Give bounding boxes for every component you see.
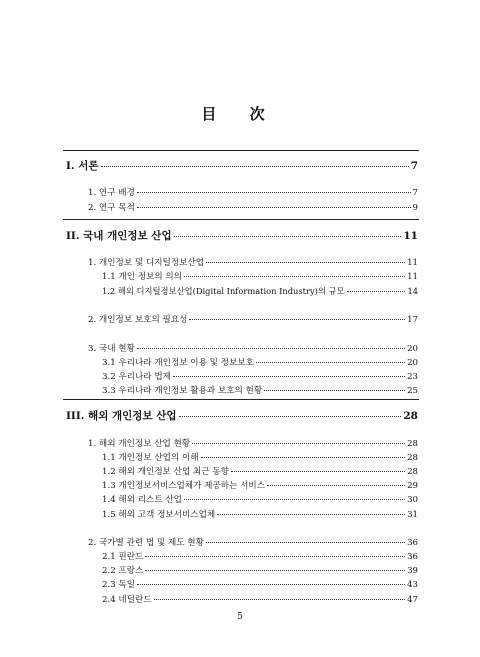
toc-entry-page: 17 bbox=[407, 315, 418, 325]
toc-entry-label: 1.1 개인 정보의 의의 bbox=[102, 272, 182, 282]
toc-entry-page: 20 bbox=[407, 358, 418, 368]
dot-leader bbox=[145, 570, 405, 571]
dot-leader bbox=[184, 499, 405, 500]
toc-entry-label: 2. 국가별 관련 법 및 제도 현황 bbox=[88, 538, 204, 548]
toc-entry-page: 28 bbox=[407, 453, 418, 463]
toc-entry-label: 1.5 해외 고객 정보서비스업체 bbox=[102, 510, 216, 520]
toc-entry-page: 39 bbox=[407, 566, 418, 576]
toc-entry[interactable] bbox=[102, 493, 418, 505]
toc-entry-page: 7 bbox=[412, 188, 418, 198]
toc-entry[interactable] bbox=[88, 186, 418, 198]
toc-entry-label: 1.2 해외 개인정보 산업 최근 동향 bbox=[102, 467, 229, 477]
toc-entry-label: 3.3 우리나라 개인정보 활용과 보호의 현황 bbox=[102, 386, 263, 396]
toc-entry-label: 2.1 핀란드 bbox=[102, 552, 144, 562]
divider bbox=[63, 150, 419, 151]
toc-entry-label: 2.3 독일 bbox=[102, 580, 136, 590]
dot-leader bbox=[267, 485, 405, 486]
dot-leader bbox=[179, 416, 402, 417]
toc-entry-label: 3.1 우리나라 개인정보 이용 및 정보보호 bbox=[102, 358, 254, 368]
toc-entry[interactable] bbox=[102, 508, 418, 520]
dot-leader bbox=[137, 192, 411, 193]
toc-entry[interactable] bbox=[102, 593, 418, 605]
dot-leader bbox=[137, 584, 405, 585]
dot-leader bbox=[347, 291, 406, 292]
dot-leader bbox=[173, 376, 405, 377]
toc-entry-page: 30 bbox=[407, 495, 418, 505]
toc-entry-label: 2. 연구 목적 bbox=[88, 203, 135, 213]
toc-entry[interactable] bbox=[102, 270, 418, 282]
toc-entry[interactable] bbox=[88, 342, 418, 354]
dot-leader bbox=[137, 207, 411, 208]
toc-entry[interactable] bbox=[88, 256, 418, 268]
toc-entry-page: 28 bbox=[407, 439, 418, 449]
toc-entry-label: 1.4 해외 리스트 산업 bbox=[102, 495, 182, 505]
toc-entry-page: 11 bbox=[407, 258, 418, 268]
toc-entry[interactable] bbox=[88, 313, 418, 325]
toc-entry-label: 1. 해외 개인정보 산업 현황 bbox=[88, 439, 191, 449]
toc-entry[interactable] bbox=[102, 465, 418, 477]
dot-leader bbox=[231, 471, 405, 472]
dot-leader bbox=[192, 443, 405, 444]
toc-entry-page: 28 bbox=[407, 467, 418, 477]
toc-entry-label: II. 국내 개인정보 산업 bbox=[66, 230, 172, 242]
toc-entry-page: 36 bbox=[407, 552, 418, 562]
dot-leader bbox=[206, 542, 405, 543]
toc-entry-page: 14 bbox=[407, 286, 418, 296]
toc-entry-label: 3.2 우리나라 법제 bbox=[102, 372, 171, 382]
toc-entry-label: 1.1 개인정보 산업의 이해 bbox=[102, 453, 199, 463]
toc-entry-label: III. 해외 개인정보 산업 bbox=[66, 410, 177, 422]
divider bbox=[63, 219, 419, 220]
page-title: 目 次 bbox=[201, 105, 279, 123]
toc-entry-page: 23 bbox=[407, 372, 418, 382]
toc-entry-label: 2.2 프랑스 bbox=[102, 566, 144, 576]
toc-entry-page: 31 bbox=[407, 510, 418, 520]
toc-entry-label: 1.3 개인정보서비스업체가 제공하는 서비스 bbox=[102, 481, 265, 491]
dot-leader bbox=[217, 514, 405, 515]
toc-entry-label: 2. 개인정보 보호의 필요성 bbox=[88, 315, 188, 325]
toc-entry-page: 7 bbox=[410, 160, 418, 172]
divider bbox=[63, 399, 419, 400]
dot-leader bbox=[189, 319, 405, 320]
toc-entry-page: 11 bbox=[403, 230, 418, 242]
toc-entry-page: 25 bbox=[407, 386, 418, 396]
toc-entry-page: 9 bbox=[412, 203, 418, 213]
dot-leader bbox=[154, 599, 405, 600]
toc-entry-page: 20 bbox=[407, 344, 418, 354]
toc-entry[interactable] bbox=[88, 437, 418, 449]
toc-entry[interactable] bbox=[102, 564, 418, 576]
toc-entry-page: 47 bbox=[407, 595, 418, 605]
dot-leader bbox=[206, 262, 405, 263]
page-number: 5 bbox=[237, 612, 243, 622]
toc-entry-page: 36 bbox=[407, 538, 418, 548]
dot-leader bbox=[174, 236, 402, 237]
toc-entry-section-3[interactable] bbox=[66, 408, 418, 423]
toc-entry-label: I. 서론 bbox=[66, 160, 99, 172]
dot-leader bbox=[201, 457, 405, 458]
dot-leader bbox=[137, 348, 405, 349]
toc-entry-page: 29 bbox=[407, 481, 418, 491]
toc-entry[interactable] bbox=[102, 370, 418, 382]
toc-entry[interactable] bbox=[102, 356, 418, 368]
toc-entry[interactable] bbox=[102, 451, 418, 463]
dot-leader bbox=[264, 390, 405, 391]
toc-entry[interactable] bbox=[102, 550, 418, 562]
toc-entry[interactable] bbox=[102, 384, 418, 396]
toc-entry[interactable] bbox=[88, 201, 418, 213]
dot-leader bbox=[101, 166, 409, 167]
toc-entry-label: 1. 연구 배경 bbox=[88, 188, 135, 198]
toc-entry-label: 1. 개인정보 및 디지털정보산업 bbox=[88, 258, 205, 268]
toc-entry-page: 28 bbox=[403, 410, 418, 422]
dot-leader bbox=[145, 556, 405, 557]
toc-entry[interactable] bbox=[102, 578, 418, 590]
toc-entry-label: 1.2 해외 디지털정보산업(Digital Information Industry)의 규모 bbox=[102, 286, 345, 296]
dot-leader bbox=[184, 276, 405, 277]
dot-leader bbox=[256, 362, 405, 363]
toc-entry-page: 11 bbox=[407, 272, 418, 282]
toc-entry[interactable] bbox=[102, 479, 418, 491]
toc-entry-section-2[interactable] bbox=[66, 228, 418, 243]
toc-entry[interactable] bbox=[88, 536, 418, 548]
toc-entry-section-1[interactable] bbox=[66, 158, 418, 173]
toc-entry-page: 43 bbox=[407, 580, 418, 590]
toc-entry-label: 3. 국내 현황 bbox=[88, 344, 135, 354]
toc-entry-label: 2.4 네덜란드 bbox=[102, 595, 152, 605]
toc-entry[interactable] bbox=[102, 285, 418, 297]
